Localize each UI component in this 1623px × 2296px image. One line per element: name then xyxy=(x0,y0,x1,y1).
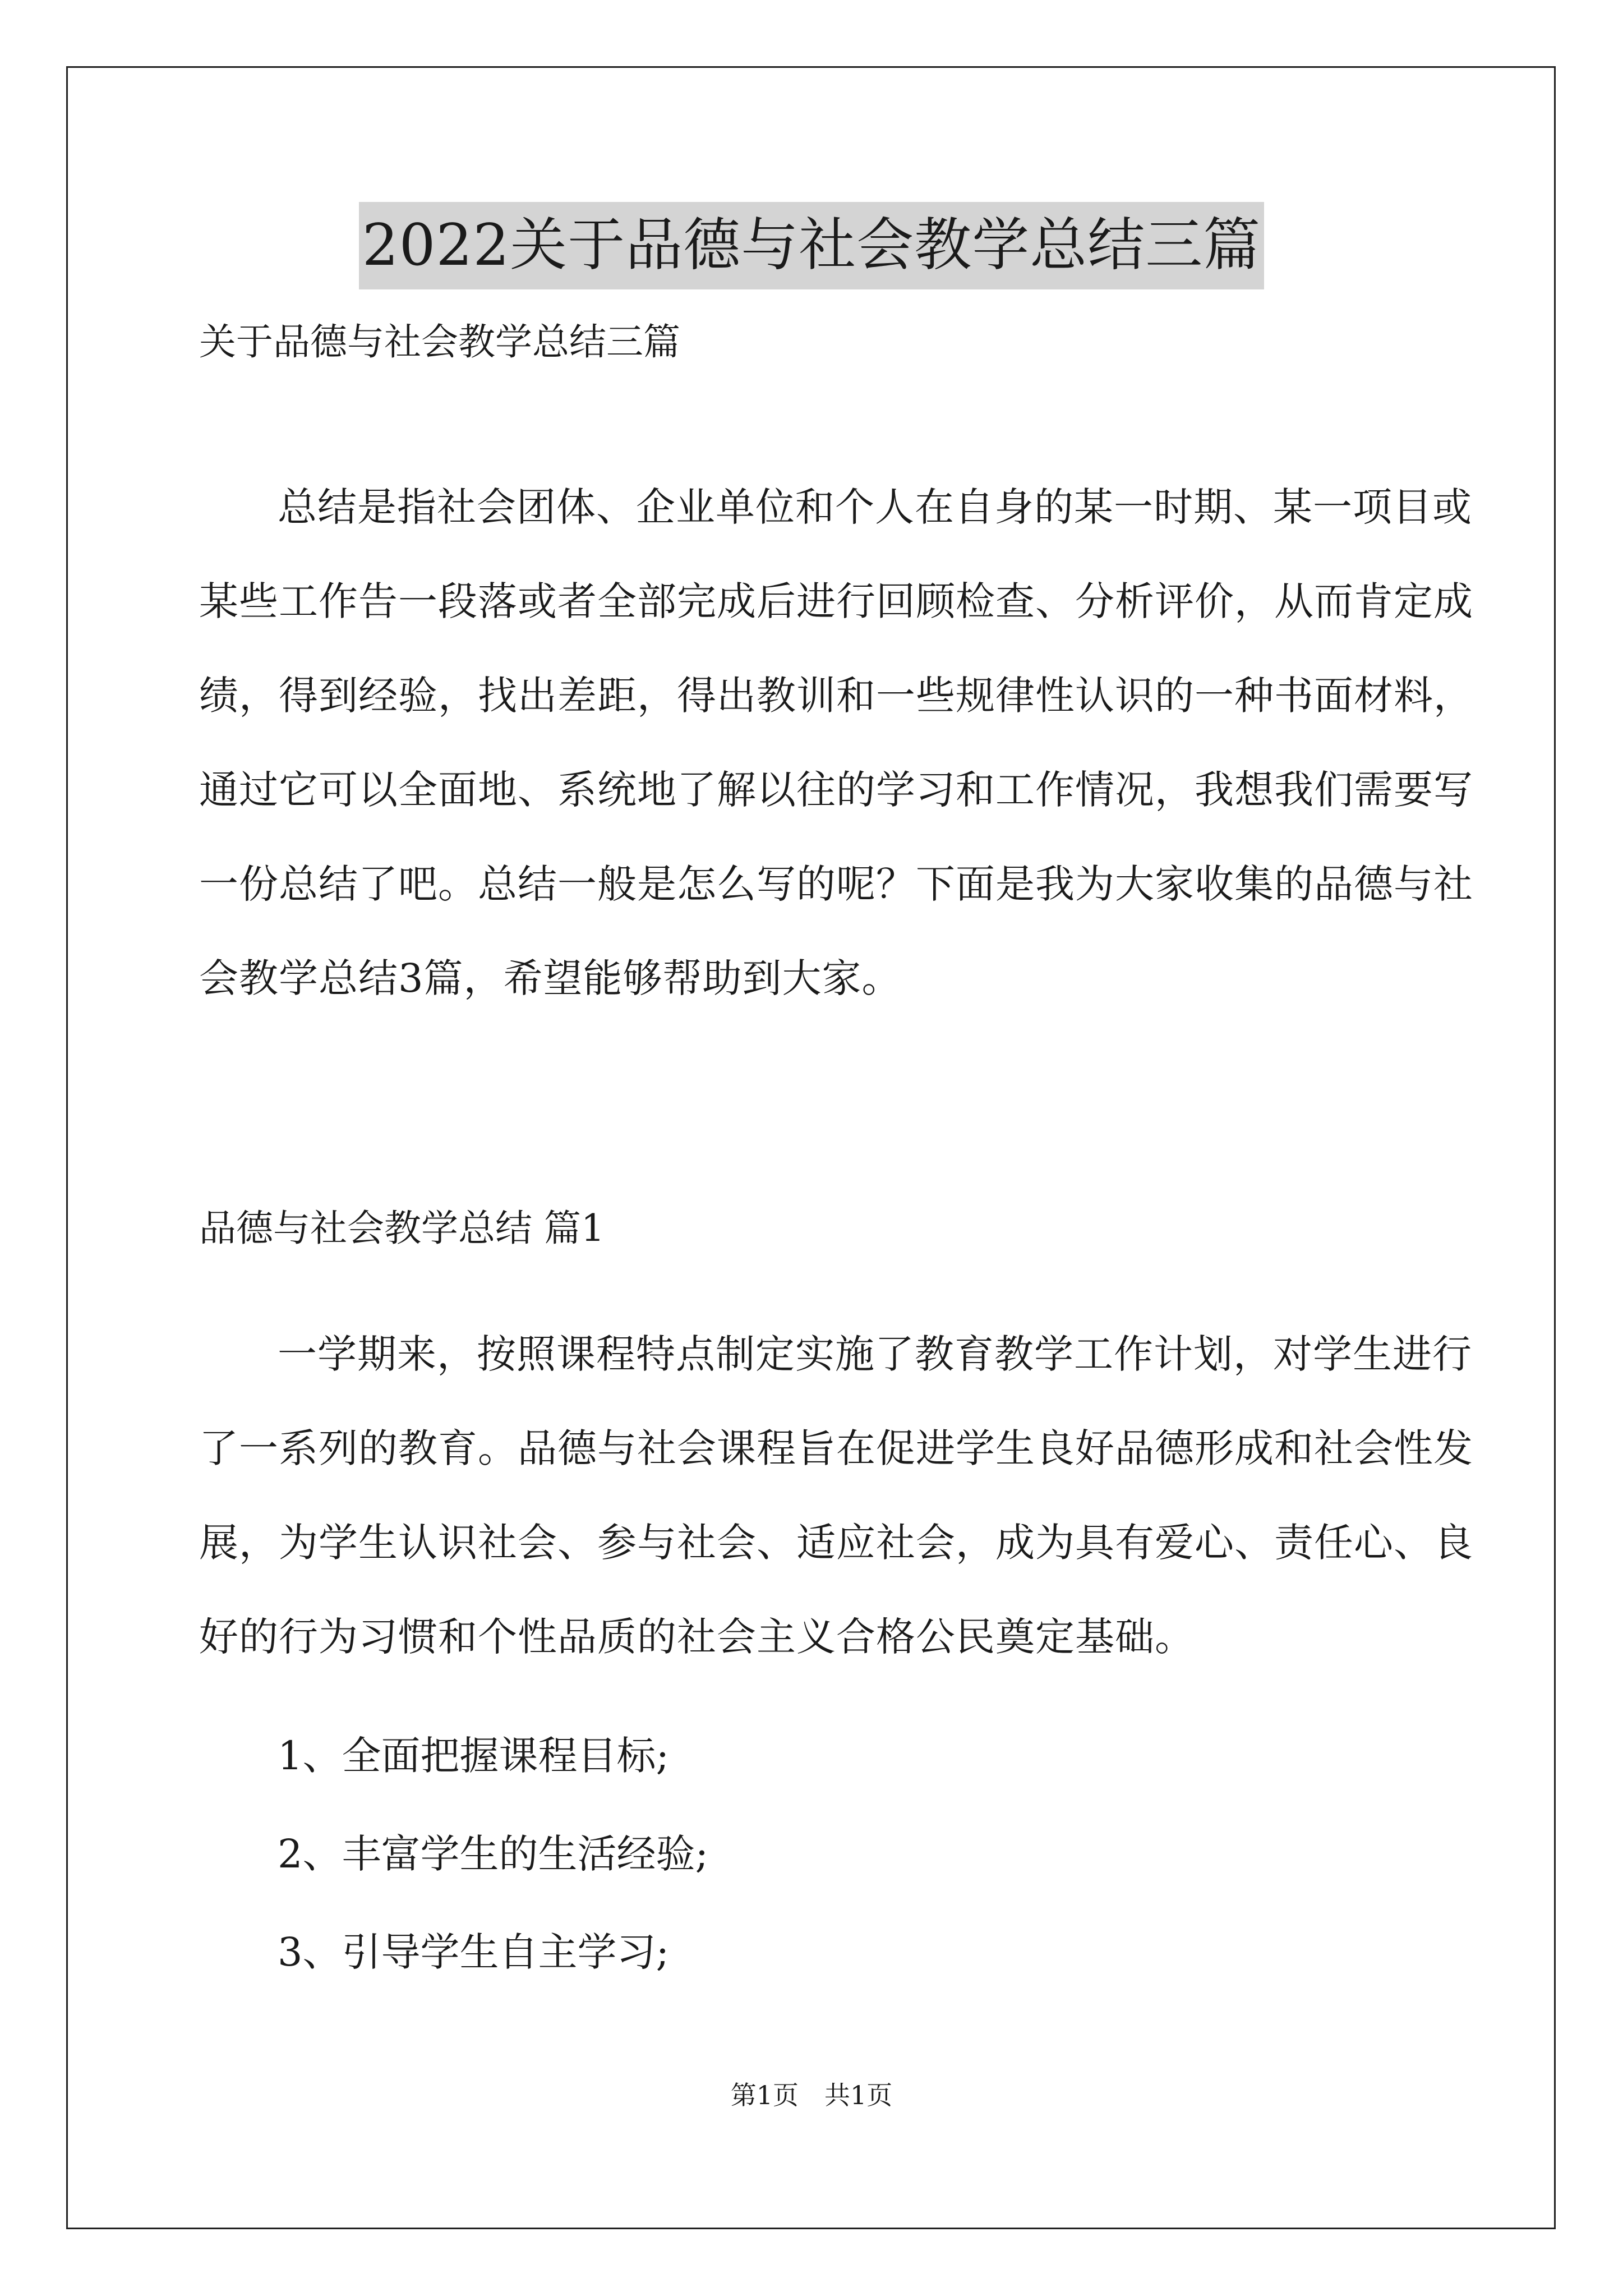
title-container xyxy=(0,202,1623,289)
page-footer: 第1页 共1页 xyxy=(730,2080,893,2110)
document-subtitle: 关于品德与社会教学总结三篇 xyxy=(199,320,680,364)
intro-paragraph xyxy=(199,460,1478,1025)
section-paragraph xyxy=(199,1307,1478,1684)
document-title: 2022关于品德与社会教学总结三篇 xyxy=(359,202,1265,289)
list-item: 2、丰富学生的生活经验; xyxy=(278,1831,709,1877)
list-item: 3、引导学生自主学习; xyxy=(278,1929,670,1975)
list-item: 1、全面把握课程目标; xyxy=(278,1733,670,1779)
intro-paragraph-text: 总结是指社会团体、企业单位和个人在自身的某一时期、某一项目或某些工作告一段落或者全部完成后进行回顾检查、分析评价，从而肯定成绩，得到经验，找出差距，得出教训和一些规律性认识的一种书面材料，通过它可以全面地、系统地了解以往的学习和工作情况，我想我们需要写一份总结了吧。总结一般是怎么写的呢？下面是我为大家收集的品德与社会教学总结3篇，希望能够帮助到大家。 xyxy=(199,484,1473,1001)
section-paragraph-text: 一学期来，按照课程特点制定实施了教育教学工作计划，对学生进行了一系列的教育。品德与社会课程旨在促进学生良好品德形成和社会性发展，为学生认识社会、参与社会、适应社会，成为具有爱心、责任心、良好的行为习惯和个性品质的社会主义合格公民奠定基础。 xyxy=(199,1331,1473,1660)
page-border xyxy=(66,66,1556,2229)
section-heading: 品德与社会教学总结 篇1 xyxy=(199,1207,605,1250)
